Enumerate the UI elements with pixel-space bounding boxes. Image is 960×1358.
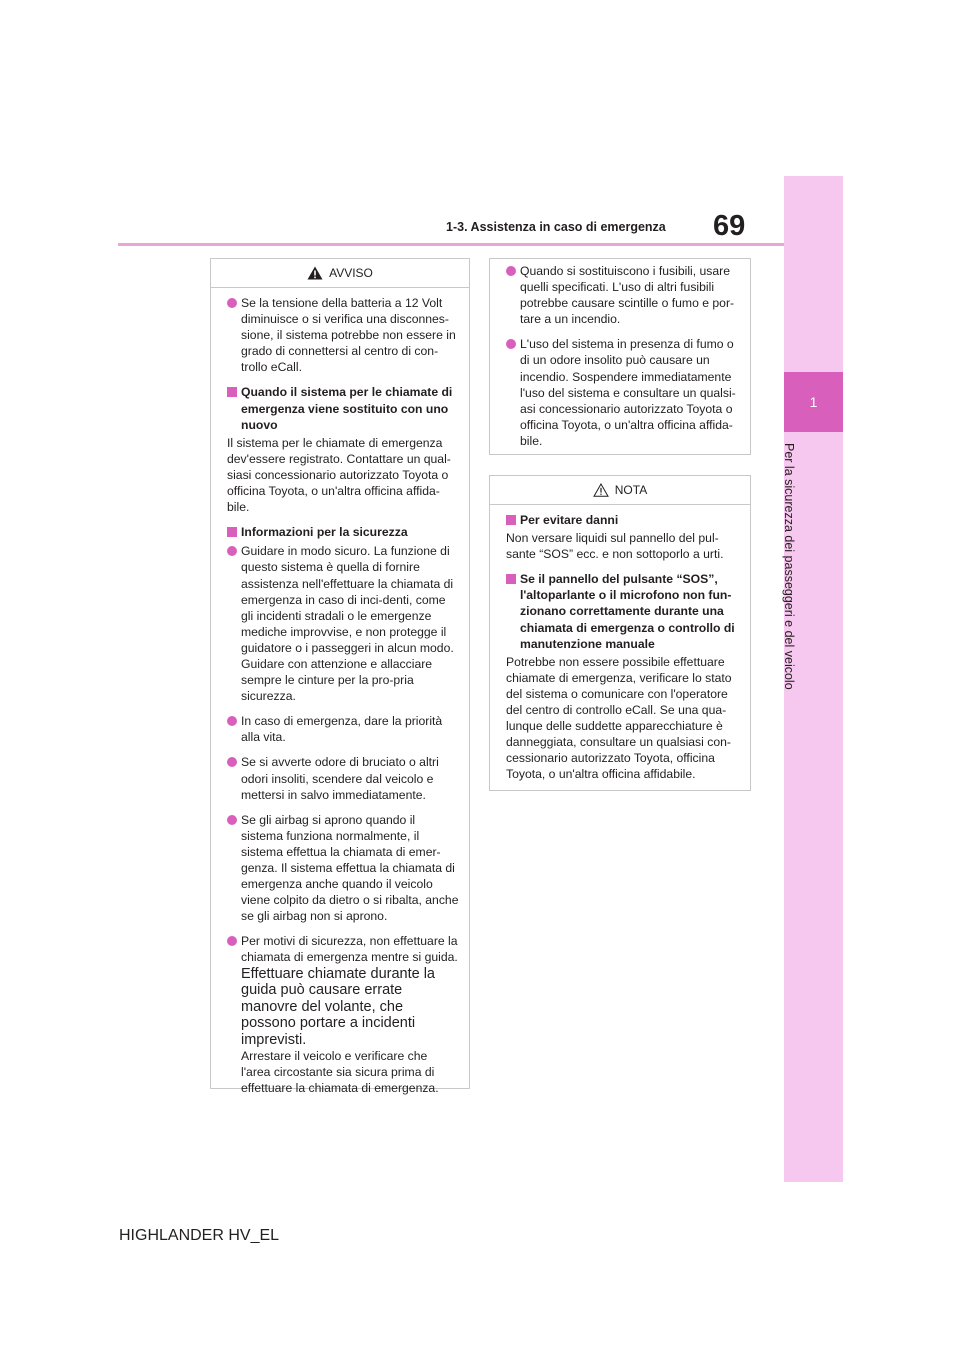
section-title: 1-3. Assistenza in caso di emergenza	[446, 220, 666, 234]
notice-box-title: NOTA	[614, 483, 648, 497]
bullet-icon	[227, 936, 237, 946]
chapter-title	[781, 443, 811, 713]
subheading: Quando il sistema per le chiamate di emergenza viene sostituito con uno nuovo	[227, 384, 459, 432]
list-item: Se si avverte odore di bruciato o altri odori insoliti, scendere dal veicolo e mettersi in salvo immediatamente.	[227, 754, 459, 802]
subheading: Se il pannello del pulsante “SOS”, l'altoparlante o il microfono non fun-zionano correttamente durante una chiamata di emergenza o controllo di manutenzione manuale	[506, 571, 740, 651]
emphasis-text: Effettuare chiamate durante la guida può causare errate manovre del volante, che possono portare a incidenti imprevisti.	[241, 965, 435, 1048]
chapter-tab	[784, 372, 843, 432]
paragraph: Il sistema per le chiamate di emergenza dev'essere registrato. Contattare un qual-siasi concessionario autorizzato Toyota o officina Toyota, o un'altra officina affida-bile.	[227, 435, 451, 515]
chapter-title-text: Per la sicurezza dei passeggeri e del veicolo	[782, 443, 796, 690]
list-item: Quando si sostituiscono i fusibili, usare quelli specificati. L'uso di altri fusibili potrebbe causare scintille o fumo e por-tare a un incendio.	[506, 263, 740, 327]
bullet-icon	[506, 266, 516, 276]
warning-box-title: AVVISO	[329, 266, 373, 280]
caution-triangle-icon	[593, 483, 609, 497]
square-bullet-icon	[227, 527, 237, 537]
square-bullet-icon	[506, 515, 516, 525]
chapter-number: 1	[809, 394, 818, 410]
list-item: Se la tensione della batteria a 12 Volt diminuisce o si verifica una disconnes-sione, il sistema potrebbe non essere in grado di connettersi al centro di con-trollo eCall.	[227, 295, 459, 375]
bullet-icon	[227, 716, 237, 726]
bullet-icon	[227, 815, 237, 825]
warning-box	[210, 258, 470, 1096]
list-item: In caso di emergenza, dare la priorità alla vita.	[227, 713, 459, 745]
paragraph: Non versare liquidi sul pannello del pul-sante “SOS” ecc. e non sottoporlo a urti.	[506, 531, 724, 562]
notice-box	[489, 475, 751, 791]
list-item: Se gli airbag si aprono quando il sistema funziona normalmente, il sistema effettua la chiamata di emer-genza. Il sistema effettua la chiamata di emergenza anche quando il veicolo viene colpito da dietro o si ribalta, anche se gli airbag non si aprono.	[227, 812, 459, 925]
list-item: L'uso del sistema in presenza di fumo o di un odore insolito può causare un incendio. Sospendere immediatamente l'uso del sistema e consultare un qualsi-asi concessionario autorizzato Toyota o officina Toyota, o un'altra officina affida-bile.	[506, 336, 740, 449]
page-number: 69	[713, 210, 746, 242]
bullet-icon	[227, 757, 237, 767]
list-item: Per motivi di sicurezza, non effettuare la chiamata di emergenza mentre si guida. Effettuare chiamate durante la guida può causare errate manovre del volante, che possono portare a incidenti imprevisti. Arrestare il veicolo e verificare che l'area circostante sia sicura prima di effettuare la chiamata di emergenza.	[227, 933, 459, 1096]
warning-box-header	[211, 259, 469, 288]
notice-box-header	[490, 476, 750, 505]
bullet-icon	[227, 546, 237, 556]
paragraph: Potrebbe non essere possibile effettuare chiamate di emergenza, verificare lo stato del sistema o comunicare con l'operatore del centro di controllo eCall. Se una qua-lunque delle suddette apparecchiature è danneggiata, consultare un qualsiasi con-cessionario autorizzato Toyota, officina Toyota, o un'altra officina affidabile.	[506, 654, 732, 782]
subheading: Per evitare danni	[506, 512, 740, 528]
warning-triangle-icon	[307, 266, 323, 280]
header-rule	[118, 243, 784, 246]
footer-model-label: HIGHLANDER HV_EL	[119, 1227, 280, 1244]
square-bullet-icon	[506, 574, 516, 584]
bullet-icon	[227, 298, 237, 308]
square-bullet-icon	[227, 387, 237, 397]
warning-box-continued	[489, 258, 751, 455]
list-item: Guidare in modo sicuro. La funzione di questo sistema è quella di fornire assistenza nell'effettuare la chiamata di emergenza in caso di inci-denti, come gli incidenti stradali o le emergenze mediche improvvise, e non protegge il guidatore o i passeggeri in alcun modo. Guidare con attenzione e allacciare sempre le cinture per la pro-pria sicurezza.	[227, 543, 459, 704]
bullet-icon	[506, 339, 516, 349]
subheading: Informazioni per la sicurezza	[227, 524, 459, 540]
